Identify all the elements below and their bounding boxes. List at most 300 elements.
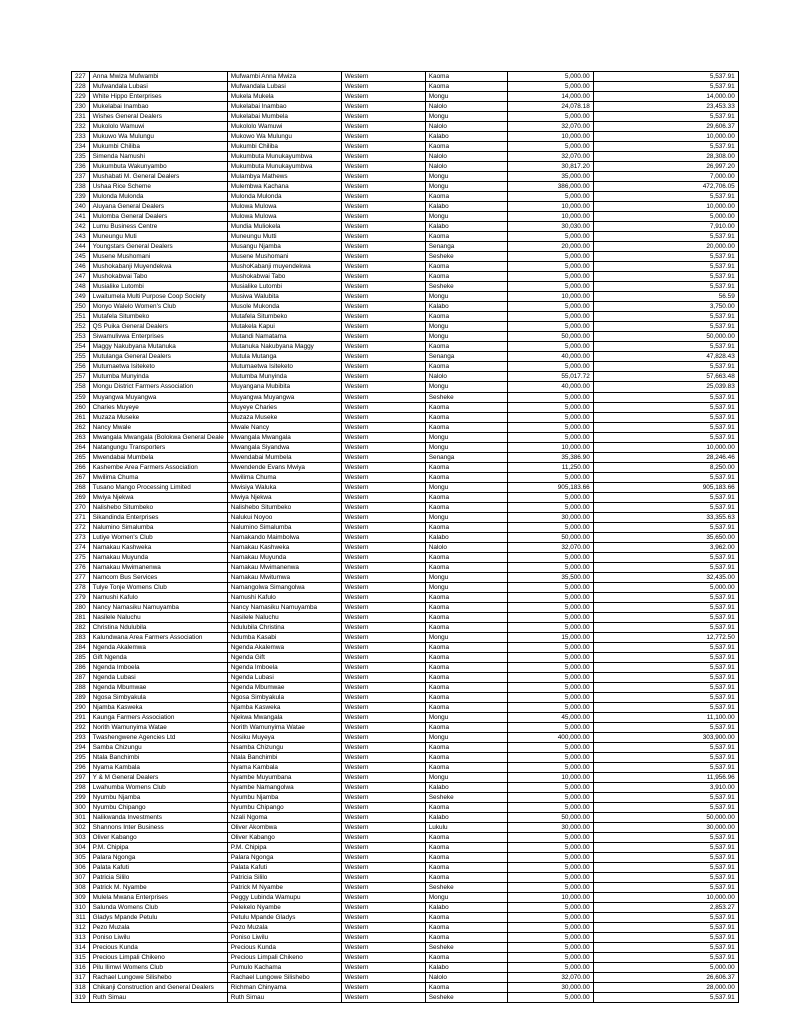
business-name-cell: Mushokabanji Muyendekwa	[89, 262, 227, 272]
row-number-cell: 282	[72, 622, 90, 632]
table-row	[72, 142, 739, 152]
balance-amount-cell: 2,853.27	[593, 903, 738, 913]
business-name-cell: Mushabati M. General Dealers	[89, 172, 227, 182]
row-number-cell: 272	[72, 522, 90, 532]
loan-amount-cell: 5,000.00	[507, 272, 593, 282]
district-cell: Sesheke	[425, 943, 507, 953]
table-row	[72, 953, 739, 963]
table-row	[72, 642, 739, 652]
table-row	[72, 472, 739, 482]
balance-amount-cell: 28,246.46	[593, 452, 738, 462]
balance-amount-cell: 5,537.91	[593, 753, 738, 763]
province-cell: Western	[341, 462, 425, 472]
contact-name-cell: Mulonda Mulonda	[227, 192, 341, 202]
province-cell: Western	[341, 642, 425, 652]
row-number-cell: 231	[72, 112, 90, 122]
row-number-cell: 269	[72, 492, 90, 502]
business-name-cell: Tulye Tonje Womens Club	[89, 582, 227, 592]
district-cell: Mongu	[425, 172, 507, 182]
table-row	[72, 933, 739, 943]
contact-name-cell: Patricia Sililo	[227, 873, 341, 883]
balance-amount-cell: 5,537.91	[593, 262, 738, 272]
district-cell: Mongu	[425, 512, 507, 522]
balance-amount-cell: 5,537.91	[593, 682, 738, 692]
contact-name-cell: P.M. Chipipa	[227, 843, 341, 853]
business-name-cell: Muneungu Muti	[89, 232, 227, 242]
province-cell: Western	[341, 913, 425, 923]
loan-amount-cell: 5,000.00	[507, 342, 593, 352]
row-number-cell: 302	[72, 823, 90, 833]
balance-amount-cell: 8,250.00	[593, 462, 738, 472]
table-row	[72, 692, 739, 702]
district-cell: Sesheke	[425, 793, 507, 803]
balance-amount-cell: 5,537.91	[593, 412, 738, 422]
contact-name-cell: Mushokabwai Tabo	[227, 272, 341, 282]
table-row	[72, 943, 739, 953]
contact-name-cell: Mutula Mutanga	[227, 352, 341, 362]
contact-name-cell: Ngenda Gift	[227, 652, 341, 662]
balance-amount-cell: 905,183.66	[593, 482, 738, 492]
contact-name-cell: Mutakela Kapui	[227, 322, 341, 332]
province-cell: Western	[341, 442, 425, 452]
province-cell: Western	[341, 863, 425, 873]
table-row	[72, 432, 739, 442]
table-row	[72, 322, 739, 332]
balance-amount-cell: 50,000.00	[593, 332, 738, 342]
row-number-cell: 275	[72, 552, 90, 562]
balance-amount-cell: 5,537.91	[593, 192, 738, 202]
row-number-cell: 312	[72, 923, 90, 933]
loan-amount-cell: 5,000.00	[507, 602, 593, 612]
table-row	[72, 452, 739, 462]
loan-amount-cell: 5,000.00	[507, 863, 593, 873]
contact-name-cell: Muyangwa Muyangwa	[227, 392, 341, 402]
table-row	[72, 813, 739, 823]
business-name-cell: Namushi Kafulo	[89, 592, 227, 602]
table-row	[72, 883, 739, 893]
row-number-cell: 308	[72, 883, 90, 893]
row-number-cell: 288	[72, 682, 90, 692]
table-row	[72, 823, 739, 833]
balance-amount-cell: 5,537.91	[593, 993, 738, 1003]
balance-amount-cell: 5,537.91	[593, 312, 738, 322]
balance-amount-cell: 5,537.91	[593, 592, 738, 602]
table-row	[72, 162, 739, 172]
loan-amount-cell: 15,000.00	[507, 632, 593, 642]
district-cell: Sesheke	[425, 993, 507, 1003]
balance-amount-cell: 5,537.91	[593, 652, 738, 662]
row-number-cell: 247	[72, 272, 90, 282]
loan-amount-cell: 55,017.72	[507, 372, 593, 382]
table-row	[72, 552, 739, 562]
business-name-cell: Musene Mushomani	[89, 252, 227, 262]
province-cell: Western	[341, 773, 425, 783]
table-row	[72, 512, 739, 522]
business-name-cell: Lumu Business Centre	[89, 222, 227, 232]
district-cell: Kaoma	[425, 552, 507, 562]
table-row	[72, 202, 739, 212]
business-name-cell: Mwiya Njekwa	[89, 492, 227, 502]
district-cell: Mongu	[425, 773, 507, 783]
contact-name-cell: Patrick M Nyambe	[227, 883, 341, 893]
loan-amount-cell: 35,386.90	[507, 452, 593, 462]
contact-name-cell: Mwangala Siyandwa	[227, 442, 341, 452]
loan-amount-cell: 30,000.00	[507, 983, 593, 993]
balance-amount-cell: 5,537.91	[593, 913, 738, 923]
business-name-cell: Namakau Mwimanenwa	[89, 562, 227, 572]
row-number-cell: 252	[72, 322, 90, 332]
business-name-cell: Natangungu Transporters	[89, 442, 227, 452]
district-cell: Kaoma	[425, 873, 507, 883]
province-cell: Western	[341, 823, 425, 833]
district-cell: Kaoma	[425, 592, 507, 602]
district-cell: Mongu	[425, 92, 507, 102]
contact-name-cell: Mwangala Mwangala	[227, 432, 341, 442]
contact-name-cell: Pelekelo Nyambe	[227, 903, 341, 913]
table-row	[72, 572, 739, 582]
province-cell: Western	[341, 983, 425, 993]
balance-amount-cell: 5,537.91	[593, 562, 738, 572]
contact-name-cell: Mutandi Namatama	[227, 332, 341, 342]
district-cell: Kaoma	[425, 843, 507, 853]
row-number-cell: 319	[72, 993, 90, 1003]
row-number-cell: 291	[72, 713, 90, 723]
balance-amount-cell: 25,039.83	[593, 382, 738, 392]
loan-amount-cell: 400,000.00	[507, 733, 593, 743]
loan-amount-cell: 35,500.00	[507, 572, 593, 582]
province-cell: Western	[341, 552, 425, 562]
loan-amount-cell: 5,000.00	[507, 502, 593, 512]
row-number-cell: 277	[72, 572, 90, 582]
business-name-cell: Namakau Kashweka	[89, 542, 227, 552]
business-name-cell: Ngosa Simbyakula	[89, 692, 227, 702]
balance-amount-cell: 5,537.91	[593, 943, 738, 953]
business-name-cell: Muzaza Museke	[89, 412, 227, 422]
province-cell: Western	[341, 632, 425, 642]
district-cell: Kaoma	[425, 913, 507, 923]
contact-name-cell: Musialike Lutombi	[227, 282, 341, 292]
table-row	[72, 873, 739, 883]
district-cell: Kaoma	[425, 262, 507, 272]
contact-name-cell: Mutafela Situmbeko	[227, 312, 341, 322]
loan-amount-cell: 5,000.00	[507, 552, 593, 562]
table-row	[72, 793, 739, 803]
balance-amount-cell: 3,910.00	[593, 783, 738, 793]
contact-name-cell: Mutanuka Nakubyana Maggy	[227, 342, 341, 352]
row-number-cell: 289	[72, 692, 90, 702]
row-number-cell: 249	[72, 292, 90, 302]
table-row	[72, 522, 739, 532]
business-name-cell: Ngenda Lubasi	[89, 672, 227, 682]
row-number-cell: 287	[72, 672, 90, 682]
district-cell: Kaoma	[425, 462, 507, 472]
province-cell: Western	[341, 853, 425, 863]
table-row	[72, 252, 739, 262]
province-cell: Western	[341, 432, 425, 442]
balance-amount-cell: 5,537.91	[593, 763, 738, 773]
row-number-cell: 316	[72, 963, 90, 973]
business-name-cell: Christina Ndulubila	[89, 622, 227, 632]
contact-name-cell: Precious Limpali Chikeno	[227, 953, 341, 963]
loan-amount-cell: 5,000.00	[507, 312, 593, 322]
balance-amount-cell: 28,308.00	[593, 152, 738, 162]
business-name-cell: Mutulanga General Dealers	[89, 352, 227, 362]
business-name-cell: Mukumbi Chiliba	[89, 142, 227, 152]
table-row	[72, 502, 739, 512]
business-name-cell: QS Puika General Dealers	[89, 322, 227, 332]
loan-amount-cell: 5,000.00	[507, 232, 593, 242]
balance-amount-cell: 5,537.91	[593, 142, 738, 152]
table-row	[72, 753, 739, 763]
table-row	[72, 342, 739, 352]
business-name-cell: Kashembe Area Farmers Association	[89, 462, 227, 472]
row-number-cell: 279	[72, 592, 90, 602]
loan-amount-cell: 5,000.00	[507, 883, 593, 893]
row-number-cell: 243	[72, 232, 90, 242]
province-cell: Western	[341, 312, 425, 322]
business-name-cell: Muyangwa Muyangwa	[89, 392, 227, 402]
business-name-cell: Rachael Lungowe Silishebo	[89, 973, 227, 983]
balance-amount-cell: 5,537.91	[593, 743, 738, 753]
loan-amount-cell: 5,000.00	[507, 262, 593, 272]
district-cell: Kaoma	[425, 953, 507, 963]
district-cell: Senanga	[425, 242, 507, 252]
contact-name-cell: Ngenda Lubasi	[227, 672, 341, 682]
row-number-cell: 314	[72, 943, 90, 953]
balance-amount-cell: 10,000.00	[593, 893, 738, 903]
table-row	[72, 743, 739, 753]
business-name-cell: Mulomba General Dealers	[89, 212, 227, 222]
business-name-cell: Siwamulivwa Enterprises	[89, 332, 227, 342]
district-cell: Mongu	[425, 713, 507, 723]
contact-name-cell: Mukowo Wa Mulungu	[227, 132, 341, 142]
province-cell: Western	[341, 512, 425, 522]
table-row	[72, 562, 739, 572]
row-number-cell: 237	[72, 172, 90, 182]
contact-name-cell: Namangolwa Simangolwa	[227, 582, 341, 592]
row-number-cell: 254	[72, 342, 90, 352]
loan-amount-cell: 10,000.00	[507, 773, 593, 783]
province-cell: Western	[341, 402, 425, 412]
contact-name-cell: Mufwambi Anna Mwiza	[227, 72, 341, 82]
table-row	[72, 773, 739, 783]
balance-amount-cell: 5,537.91	[593, 342, 738, 352]
contact-name-cell: Mwiya Njekwa	[227, 492, 341, 502]
district-cell: Kaoma	[425, 692, 507, 702]
district-cell: Kaoma	[425, 642, 507, 652]
province-cell: Western	[341, 893, 425, 903]
loan-amount-cell: 5,000.00	[507, 913, 593, 923]
loan-amount-cell: 11,250.00	[507, 462, 593, 472]
province-cell: Western	[341, 222, 425, 232]
business-name-cell: Nancy Namasiku Namuyamba	[89, 602, 227, 612]
province-cell: Western	[341, 843, 425, 853]
contact-name-cell: Mulowa Mulowa	[227, 212, 341, 222]
contact-name-cell: Mutumba Munyinda	[227, 372, 341, 382]
table-row	[72, 682, 739, 692]
row-number-cell: 240	[72, 202, 90, 212]
table-row	[72, 352, 739, 362]
contact-name-cell: Nalukui Noyoo	[227, 512, 341, 522]
row-number-cell: 280	[72, 602, 90, 612]
balance-amount-cell: 5,537.91	[593, 662, 738, 672]
balance-amount-cell: 5,537.91	[593, 723, 738, 733]
balance-amount-cell: 5,537.91	[593, 232, 738, 242]
row-number-cell: 276	[72, 562, 90, 572]
business-name-cell: Namcom Bus Services	[89, 572, 227, 582]
contact-name-cell: Muyeye Charies	[227, 402, 341, 412]
contact-name-cell: Nancy Namasiku Namuyamba	[227, 602, 341, 612]
balance-amount-cell: 5,537.91	[593, 853, 738, 863]
province-cell: Western	[341, 923, 425, 933]
row-number-cell: 244	[72, 242, 90, 252]
business-name-cell: Mukelabai Inambao	[89, 102, 227, 112]
loan-amount-cell: 5,000.00	[507, 753, 593, 763]
contact-name-cell: Mufwandala Lubasi	[227, 82, 341, 92]
district-cell: Mongu	[425, 632, 507, 642]
balance-amount-cell: 7,000.00	[593, 172, 738, 182]
balance-amount-cell: 26,606.37	[593, 973, 738, 983]
loan-amount-cell: 32,070.00	[507, 122, 593, 132]
loan-amount-cell: 20,000.00	[507, 242, 593, 252]
province-cell: Western	[341, 202, 425, 212]
table-row	[72, 843, 739, 853]
row-number-cell: 229	[72, 92, 90, 102]
loan-amount-cell: 5,000.00	[507, 943, 593, 953]
province-cell: Western	[341, 502, 425, 512]
table-row	[72, 482, 739, 492]
row-number-cell: 239	[72, 192, 90, 202]
province-cell: Western	[341, 192, 425, 202]
table-row	[72, 923, 739, 933]
province-cell: Western	[341, 743, 425, 753]
balance-amount-cell: 5,000.00	[593, 582, 738, 592]
business-name-cell: Ntala Banchimbi	[89, 753, 227, 763]
contact-name-cell: Mukololo Wamuwi	[227, 122, 341, 132]
contact-name-cell: Ntala Banchimbi	[227, 753, 341, 763]
province-cell: Western	[341, 482, 425, 492]
balance-amount-cell: 5,537.91	[593, 72, 738, 82]
district-cell: Kaoma	[425, 502, 507, 512]
loan-amount-cell: 30,000.00	[507, 823, 593, 833]
loan-amount-cell: 5,000.00	[507, 803, 593, 813]
balance-amount-cell: 3,750.00	[593, 302, 738, 312]
business-name-cell: Palara Ngonga	[89, 853, 227, 863]
balance-amount-cell: 5,537.91	[593, 873, 738, 883]
business-name-cell: Sikandinda Enterprises	[89, 512, 227, 522]
contact-name-cell: Nyambe Namangolwa	[227, 783, 341, 793]
table-row	[72, 172, 739, 182]
row-number-cell: 274	[72, 542, 90, 552]
balance-amount-cell: 5,537.91	[593, 402, 738, 412]
loan-amount-cell: 5,000.00	[507, 592, 593, 602]
district-cell: Mongu	[425, 582, 507, 592]
business-name-cell: Nalishebo Situmbeko	[89, 502, 227, 512]
row-number-cell: 294	[72, 743, 90, 753]
business-name-cell: Mukumbuta Wakunyambo	[89, 162, 227, 172]
row-number-cell: 300	[72, 803, 90, 813]
table-row	[72, 632, 739, 642]
balance-amount-cell: 5,537.91	[593, 322, 738, 332]
row-number-cell: 238	[72, 182, 90, 192]
contact-name-cell: Njekwa Mwangala	[227, 713, 341, 723]
district-cell: Kalabo	[425, 783, 507, 793]
business-name-cell: Mongu District Farmers Association	[89, 382, 227, 392]
business-name-cell: Anna Mwiza Mufwambi	[89, 72, 227, 82]
table-row	[72, 382, 739, 392]
table-row	[72, 763, 739, 773]
balance-amount-cell: 5,537.91	[593, 392, 738, 402]
contact-name-cell: Namakau Muyunda	[227, 552, 341, 562]
row-number-cell: 283	[72, 632, 90, 642]
table-row	[72, 412, 739, 422]
district-cell: Mongu	[425, 442, 507, 452]
contact-name-cell: Namakau Mwimanenwa	[227, 562, 341, 572]
contact-name-cell: Nosiku Muyeya	[227, 733, 341, 743]
table-row	[72, 332, 739, 342]
balance-amount-cell: 5,537.91	[593, 833, 738, 843]
business-name-cell: Salunda Womens Club	[89, 903, 227, 913]
province-cell: Western	[341, 132, 425, 142]
loan-amount-cell: 50,000.00	[507, 813, 593, 823]
district-cell: Kaoma	[425, 833, 507, 843]
province-cell: Western	[341, 783, 425, 793]
loan-amount-cell: 10,000.00	[507, 893, 593, 903]
balance-amount-cell: 57,663.48	[593, 372, 738, 382]
balance-amount-cell: 5,537.91	[593, 602, 738, 612]
balance-amount-cell: 20,000.00	[593, 242, 738, 252]
contact-name-cell: Mundia Muliokela	[227, 222, 341, 232]
business-name-cell: Y & M General Dealers	[89, 773, 227, 783]
contact-name-cell: Nyama Kambala	[227, 763, 341, 773]
table-row	[72, 783, 739, 793]
row-number-cell: 290	[72, 702, 90, 712]
contact-name-cell: Nsamba Chizungu	[227, 743, 341, 753]
table-row	[72, 492, 739, 502]
row-number-cell: 317	[72, 973, 90, 983]
loan-amount-cell: 5,000.00	[507, 252, 593, 262]
table-row	[72, 713, 739, 723]
balance-amount-cell: 5,537.91	[593, 422, 738, 432]
row-number-cell: 298	[72, 783, 90, 793]
table-row	[72, 112, 739, 122]
balance-amount-cell: 5,537.91	[593, 642, 738, 652]
balance-amount-cell: 29,606.37	[593, 122, 738, 132]
business-name-cell: Nyama Kambala	[89, 763, 227, 773]
loan-amount-cell: 5,000.00	[507, 652, 593, 662]
province-cell: Western	[341, 272, 425, 282]
business-name-cell: Nancy Mwale	[89, 422, 227, 432]
loan-amount-cell: 5,000.00	[507, 302, 593, 312]
province-cell: Western	[341, 963, 425, 973]
business-name-cell: Gladys Mpande Petulu	[89, 913, 227, 923]
row-number-cell: 303	[72, 833, 90, 843]
contact-name-cell: Mwilima Chuma	[227, 472, 341, 482]
row-number-cell: 268	[72, 482, 90, 492]
district-cell: Kaoma	[425, 743, 507, 753]
business-name-cell: Ushaa Rice Scheme	[89, 182, 227, 192]
district-cell: Mongu	[425, 893, 507, 903]
balance-amount-cell: 5,537.91	[593, 82, 738, 92]
balance-amount-cell: 5,537.91	[593, 803, 738, 813]
business-name-cell: Mufwandala Lubasi	[89, 82, 227, 92]
province-cell: Western	[341, 532, 425, 542]
contact-name-cell: Mutumaetwa Isiteketo	[227, 362, 341, 372]
district-cell: Kaoma	[425, 753, 507, 763]
loan-amount-cell: 5,000.00	[507, 192, 593, 202]
row-number-cell: 262	[72, 422, 90, 432]
district-cell: Kaoma	[425, 923, 507, 933]
